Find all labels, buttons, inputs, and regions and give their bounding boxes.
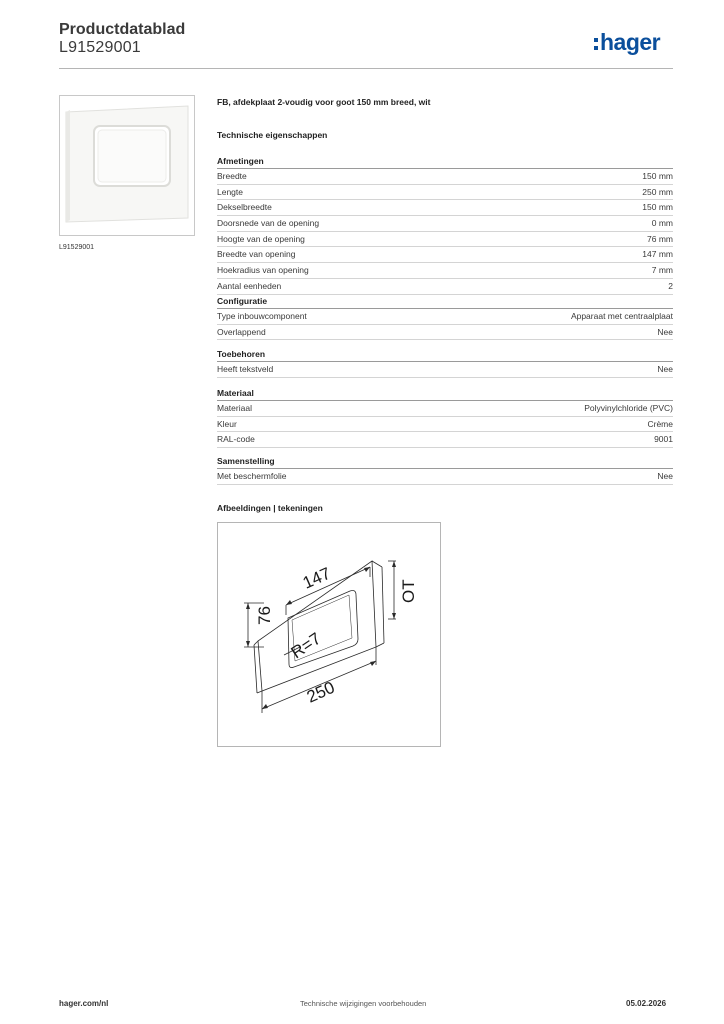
spec-row (217, 232, 673, 248)
spec-value: 0 mm (651, 218, 673, 229)
logo-mark-icon (594, 38, 598, 50)
spec-label: Hoogte van de opening (217, 233, 305, 244)
spec-label: Breedte (217, 171, 247, 181)
spec-row (217, 469, 673, 485)
footer-website-link[interactable]: hager.com/nl (59, 999, 109, 1008)
spec-value: 250 mm (642, 186, 673, 197)
spec-label: Breedte van opening (217, 249, 296, 260)
spec-group-configuratie (217, 295, 673, 340)
spec-row (217, 169, 673, 185)
spec-group-title: Samenstelling (217, 455, 673, 469)
spec-row (217, 325, 673, 341)
spec-row (217, 417, 673, 433)
spec-row (217, 279, 673, 295)
spec-value: Nee (657, 364, 673, 374)
spec-value: 147 mm (642, 249, 673, 260)
spec-group-title: Afmetingen (217, 155, 673, 169)
page-title: Productdatablad (59, 21, 186, 38)
dimension-length: 250 (303, 677, 338, 707)
product-image (59, 95, 195, 236)
spec-group-materiaal (217, 387, 673, 448)
drawings-heading: Afbeeldingen | tekeningen (217, 503, 323, 513)
spec-row (217, 185, 673, 201)
spec-group-title: Configuratie (217, 295, 673, 309)
spec-group-toebehoren (217, 348, 673, 378)
spec-group-title: Toebehoren (217, 348, 673, 362)
spec-value: 2 (668, 280, 673, 291)
spec-label: Aantal eenheden (217, 280, 282, 291)
technical-drawing (217, 522, 441, 747)
spec-row (217, 362, 673, 378)
product-image-caption: L91529001 (59, 244, 95, 251)
spec-label: Lengte (217, 186, 243, 197)
spec-label: Materiaal (217, 403, 252, 413)
dimension-height: 76 (255, 606, 274, 625)
spec-row (217, 401, 673, 417)
spec-group-title: Materiaal (217, 387, 673, 401)
technical-properties-heading: Technische eigenschappen (217, 130, 328, 140)
spec-label: Dekselbreedte (217, 202, 272, 213)
spec-row (217, 216, 673, 232)
spec-value: 150 mm (642, 202, 673, 213)
spec-value: Polyvinylchloride (PVC) (584, 403, 673, 413)
spec-label: Met beschermfolie (217, 471, 287, 481)
spec-value: Apparaat met centraalplaat (570, 311, 673, 321)
dimension-drawing-icon (218, 523, 440, 746)
spec-row (217, 309, 673, 325)
spec-group-afmetingen (217, 155, 673, 295)
spec-label: Type inbouwcomponent (217, 311, 307, 321)
spec-group-samenstelling (217, 455, 673, 485)
dimension-width: 147 (299, 563, 334, 593)
dimension-depth: OT (399, 579, 418, 603)
logo-text: hager (600, 28, 661, 55)
product-code: L91529001 (59, 39, 141, 56)
spec-row (217, 263, 673, 279)
spec-label: Kleur (217, 418, 237, 429)
spec-value: 7 mm (651, 265, 673, 276)
spec-value: 9001 (654, 434, 673, 445)
spec-label: Hoekradius van opening (217, 265, 309, 276)
cover-plate-icon (60, 96, 194, 235)
spec-label: Doorsnede van de opening (217, 218, 320, 229)
spec-row (217, 247, 673, 263)
spec-value: Crème (647, 418, 673, 429)
spec-value: 76 mm (647, 233, 673, 244)
spec-value: 150 mm (642, 171, 673, 181)
spec-label: RAL-code (217, 434, 255, 445)
spec-row (217, 432, 673, 448)
header-divider (59, 68, 673, 69)
spec-label: Overlappend (217, 326, 266, 337)
spec-label: Heeft tekstveld (217, 364, 274, 374)
hager-logo[interactable] (594, 28, 660, 56)
footer-date: 05.02.2026 (626, 999, 667, 1008)
spec-value: Nee (657, 326, 673, 337)
spec-row (217, 200, 673, 216)
dimension-radius: R=7 (287, 628, 325, 663)
spec-value: Nee (657, 471, 673, 481)
product-description: FB, afdekplaat 2-voudig voor goot 150 mm breed, wit (217, 97, 431, 107)
footer-notice: Technische wijzigingen voorbehouden (300, 999, 427, 1008)
